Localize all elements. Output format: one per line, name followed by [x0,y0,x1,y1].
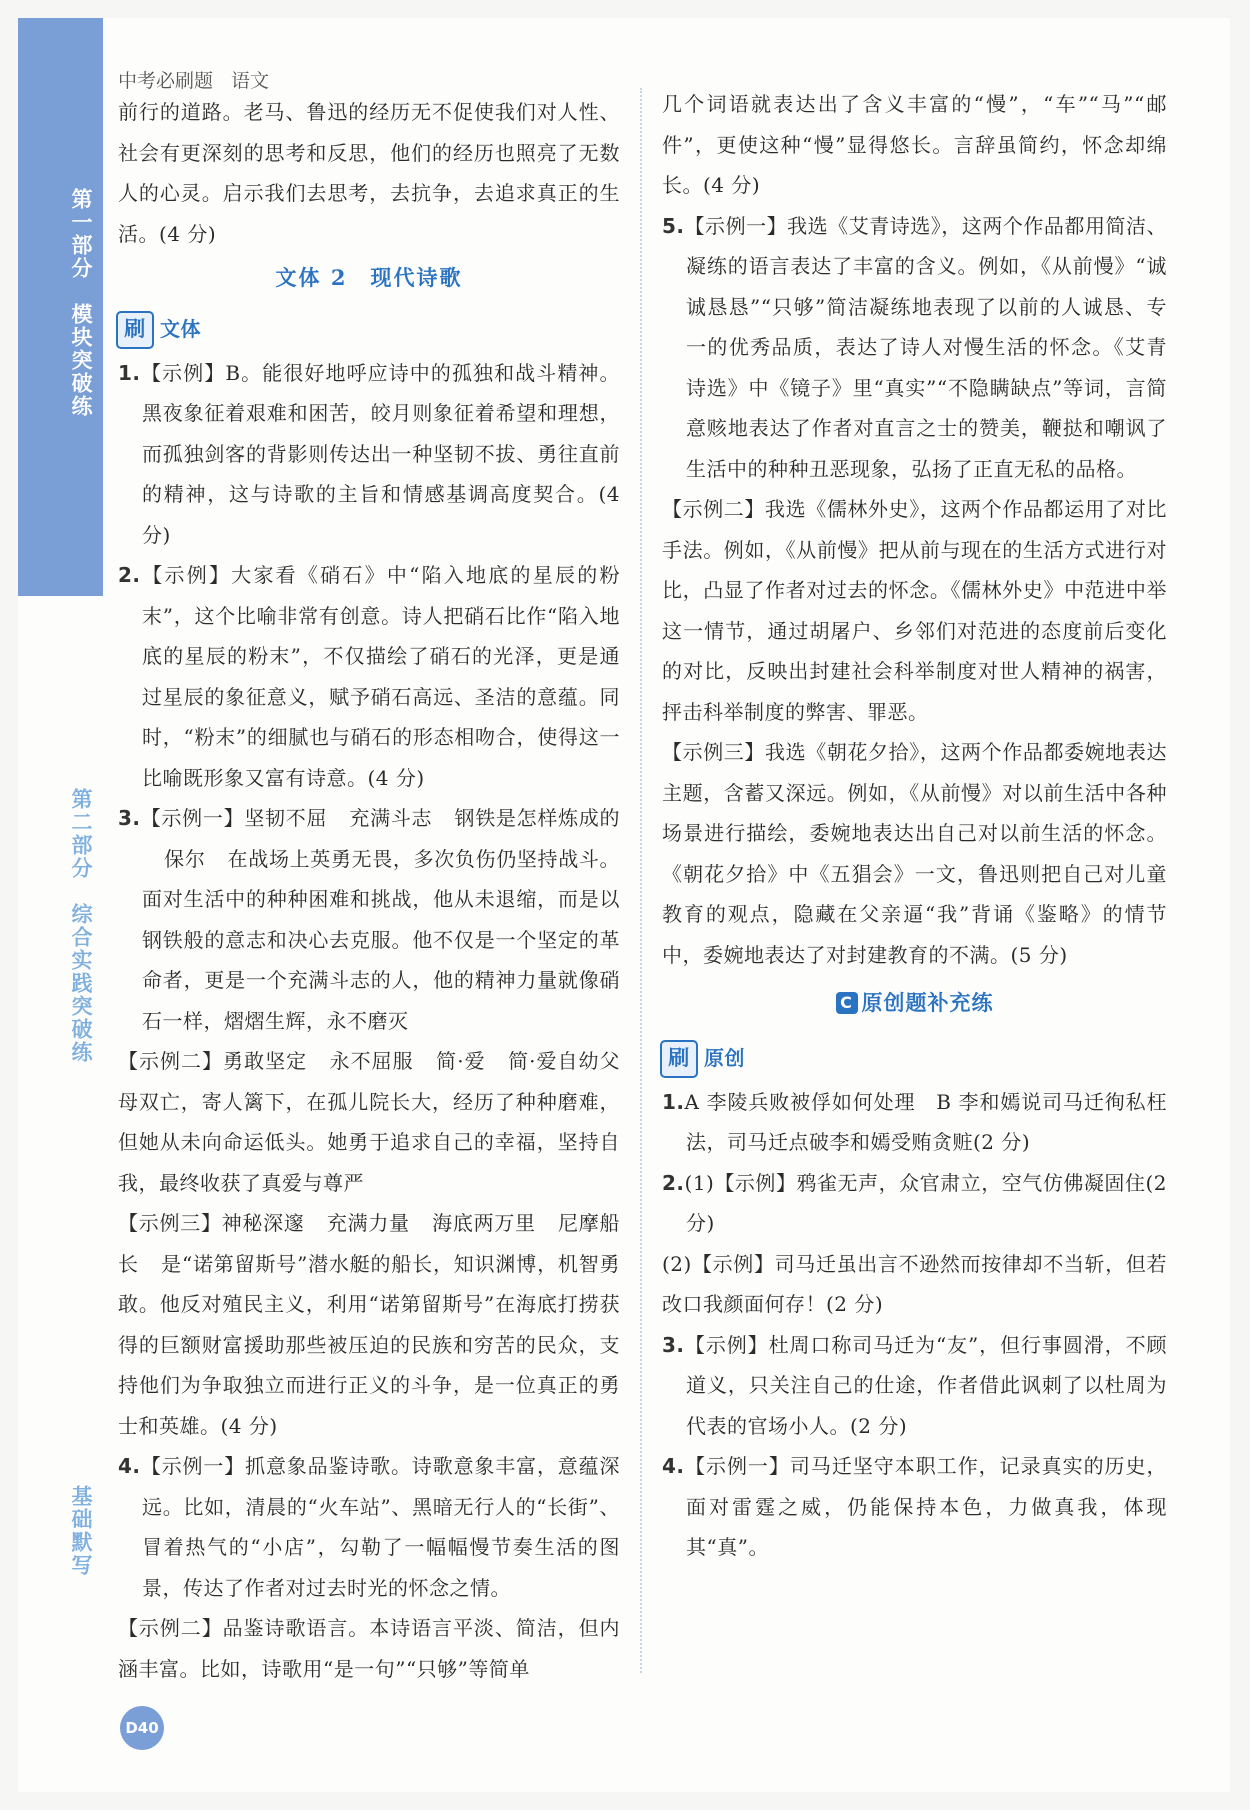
example-2-character: 简·爱 [507,1049,558,1073]
answer-5-example-3: 【示例三】我选《朝花夕拾》，这两个作品都委婉地表达主题，含蓄又深远。例如，《从前慢》对以前生活中各种场景进行描绘，委婉地表达出自己对以前生活的怀念。《朝花夕拾》中《五猖会》一文，鲁迅则把自己对儿童教育的观点，隐藏在父亲逼“我”背诵《鉴略》的情节中，委婉地表达了对封建教育的不满。(5 分) [662,740,1167,967]
category-label-text: 原创 [704,1046,745,1071]
example-1-book: 钢铁是怎样炼成的 [454,806,621,830]
column-divider [640,88,642,1673]
answer-text: 【示例】杜周口称司马迁为“友”，但行事圆滑，不顾道义，只关注自己的仕途，作者借此讽刺了以杜周为代表的官场小人。(2 分) [684,1332,1167,1438]
original-answer-4 [662,1446,1167,1568]
example-3-character: 尼摩船长 [118,1211,621,1276]
answer-text: 【示例一】司马迁坚守本职工作，记录真实的历史，面对雷霆之威，仍能保持本色，力做真我，体现其“真”。 [684,1454,1167,1559]
answer-3-example-2 [118,1041,620,1203]
brush-icon: 刷 [660,1040,698,1078]
sidebar-part3-label: 基础默写 [69,1485,93,1577]
category-label [660,1038,1167,1080]
answer-4 [118,1446,620,1608]
book-title: 中考必刷题 [118,70,214,92]
answer-text: 【示例】B。能很好地呼应诗中的孤独和战斗精神。黑夜象征着艰难和困苦，皎月则象征着希望和理想，而孤独剑客的背影则传达出一种坚韧不拔、勇往直前的精神，这与诗歌的主旨和情感基调高度契合。(4 分) [140,360,620,547]
example-1-character: 保尔 [164,846,206,871]
brush-icon: 刷 [116,311,154,349]
answer-4-example-2: 【示例二】品鉴诗歌语言。本诗语言平淡、简洁，但内涵丰富。比如，诗歌用“是一句”“只够”等简单 [118,1616,620,1681]
answer-number: 5. [662,213,685,238]
answer-number: 2. [118,563,141,587]
answer-3 [118,798,620,1041]
answer-2 [118,555,620,798]
continued-paragraph: 几个词语就表达出了含义丰富的“慢”，“车”“马”“邮件”，更使这种“慢”显得悠长。言辞虽简约，怀念却绵长。(4 分) [662,92,1167,197]
answer-number: 2. [662,1170,685,1195]
example-3-text: 是“诺第留斯号”潜水艇的船长，知识渊博，机智勇敢。他反对殖民主义，利用“诺第留斯号”在海底打捞获得的巨额财富援助那些被压迫的民族和穷苦的民众，支持他们为争取独立而进行正义的斗争，是一位真正的勇士和英雄。(4 分) [118,1251,621,1438]
answer-text: 【示例一】我选《艾青诗选》，这两个作品都用简洁、凝练的语言表达了丰富的含义。例如，《从前慢》“诚诚恳恳”“只够”简洁凝练地表现了以前的人诚恳、专一的优秀品质，表达了诗人对慢生活的怀念。《艾青诗选》中《镜子》里“真实”“不隐瞒缺点”等词，言简意赅地表达了作者对直言之士的赞美，鞭挞和嘲讽了生活中的种种丑恶现象，弘扬了正直无私的品格。 [684,213,1167,481]
example-3-title: 【示例三】神秘深邃 [118,1211,305,1235]
page-number: D40 [120,1706,164,1750]
answer-text: A 李陵兵败被俘如何处理 B 李和嫣说司马迁徇私枉法，司马迁点破李和嫣受贿贪赃(2 分) [684,1089,1167,1154]
sidebar-part1-label: 第一部分 模块突破练 [69,188,93,418]
answer-1 [118,353,620,556]
answer-text: (1)【示例】鸦雀无声，众官肃立，空气仿佛凝固住(2 分) [684,1170,1167,1235]
example-1-text: 在战场上英勇无畏，多次负伤仍坚持战斗。面对生活中的种种困难和挑战，他从未退缩，而是以钢铁般的意志和决心去克服。他不仅是一个坚定的革命者，更是一个充满斗志的人，他的精神力量就像硝石一样，熠熠生辉，永不磨灭 [142,846,621,1033]
answer-number: 3. [662,1332,685,1357]
supplement-section-title [662,983,1167,1024]
original-answer-3 [662,1325,1167,1447]
example-2-trait: 永不屈服 [329,1049,414,1073]
running-header [118,66,269,93]
original-answer-1 [662,1082,1167,1163]
answer-number: 3. [118,806,141,830]
example-2-book: 简·爱 [435,1049,486,1073]
intro-paragraph: 前行的道路。老马、鲁迅的经历无不促使我们对人性、社会有更深刻的思考和反思，他们的经历也照亮了无数人的心灵。启示我们去思考，去抗争，去追求真正的生活。(4 分) [118,100,620,246]
answer-5 [662,206,1167,490]
answer-number: 4. [118,1454,141,1478]
supplement-title-text: 原创题补充练 [861,990,994,1015]
example-2-title: 【示例二】勇敢坚定 [118,1049,308,1073]
category-label [116,309,620,351]
answer-text: 【示例】大家看《硝石》中“陷入地底的星辰的粉末”，这个比喻非常有创意。诗人把硝石比作“陷入地底的星辰的粉末”，不仅描绘了硝石的光泽，更是通过星辰的象征意义，赋予硝石高远、圣洁的意蕴。同时，“粉末”的细腻也与硝石的形态相吻合，使得这一比喻既形象又富有诗意。(4 分) [140,563,620,790]
section-title: 文体 2 现代诗歌 [275,265,463,290]
right-column [662,84,1167,1568]
subject-label: 语文 [231,70,270,92]
example-1-trait: 充满斗志 [349,806,433,830]
answer-number: 4. [662,1454,685,1478]
example-1-title: 【示例一】坚韧不屈 [140,806,328,830]
answer-text: 【示例一】抓意象品鉴诗歌。诗歌意象丰富，意蕴深远。比如，清晨的“火车站”、黑暗无行人的“长街”、冒着热气的“小店”，勾勒了一幅幅慢节奏生活的图景，传达了作者对过去时光的怀念之情。 [140,1454,620,1600]
answer-number: 1. [662,1089,685,1114]
example-3-trait: 充满力量 [326,1211,410,1235]
example-3-book: 海底两万里 [431,1211,536,1235]
original-answer-2-part-2: (2)【示例】司马迁虽出言不逊然而按律却不当斩，但若改口我颜面何存！(2 分) [662,1251,1167,1316]
example-2-text: 自幼父母双亡，寄人篱下，在孤儿院长大，经历了种种磨难，但她从未向命运低头。她勇于追求自己的幸福，坚持自我，最终收获了真爱与尊严 [118,1049,621,1195]
answer-3-example-3 [118,1203,620,1446]
section-c-badge: C [836,992,858,1014]
answer-5-example-2: 【示例二】我选《儒林外史》，这两个作品都运用了对比手法。例如，《从前慢》把从前与现在的生活方式进行对比，凸显了作者对过去的怀念。《儒林外史》中范进中举这一情节，通过胡屠户、乡邻们对范进的态度前后变化的对比，反映出封建社会科举制度对世人精神的祸害，抨击科举制度的弊害、罪恶。 [662,497,1167,724]
sidebar-part2-label: 第二部分 综合实践突破练 [69,788,93,1064]
answer-number: 1. [118,360,141,385]
original-answer-2 [662,1163,1167,1244]
category-label-text: 文体 [160,317,201,342]
left-column [118,92,620,1689]
